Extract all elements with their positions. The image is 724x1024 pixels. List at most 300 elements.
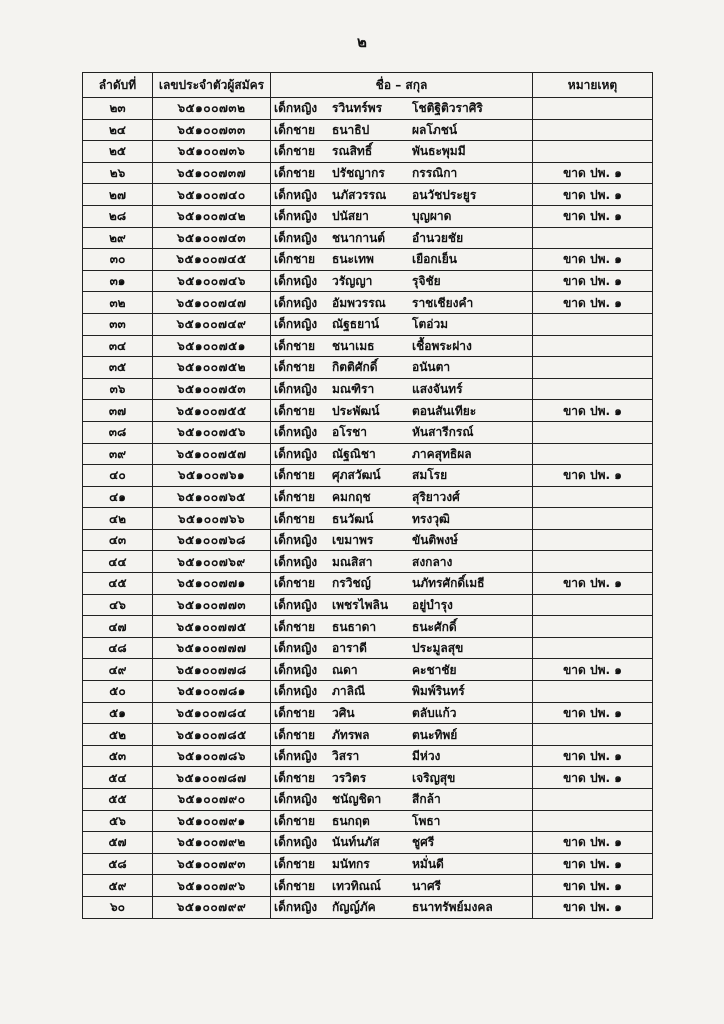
seq-cell: ๕๙ [83,875,153,897]
applicant-id-cell: ๖๕๑๐๐๗๓๗ [153,162,271,184]
name-prefix: เด็กชาย [274,166,316,181]
seq-cell: ๔๖ [83,594,153,616]
first-name: ภัทรพล [332,727,370,742]
table-row [83,659,653,681]
seq-cell: ๖๐ [83,896,153,918]
full-name-cell [271,724,533,746]
name-prefix: เด็กหญิง [274,662,318,677]
name-prefix: เด็กหญิง [274,792,318,807]
seq-cell: ๓๗ [83,400,153,422]
table-row [83,529,653,551]
full-name-cell [271,551,533,573]
last-name: เชื้อพระฝาง [412,338,472,353]
applicant-id-cell: ๖๕๑๐๐๗๕๕ [153,400,271,422]
seq-cell: ๓๓ [83,313,153,335]
full-name-cell [271,162,533,184]
table-row [83,227,653,249]
seq-cell: ๒๔ [83,119,153,141]
full-name-cell [271,400,533,422]
seq-cell: ๓๔ [83,335,153,357]
seq-cell: ๒๕ [83,141,153,163]
last-name: โตอ่วม [412,317,449,332]
first-name: วรัญญา [332,274,373,289]
applicant-id-cell: ๖๕๑๐๐๗๔๐ [153,184,271,206]
name-prefix: เด็กหญิง [274,187,318,202]
remark-cell: ขาด ปพ. ๑ [533,853,653,875]
applicant-table-body [83,98,653,919]
table-row [83,789,653,811]
applicant-id-cell: ๖๕๑๐๐๗๘๕ [153,724,271,746]
remark-cell [533,421,653,443]
table-row [83,313,653,335]
table-header-row [83,73,653,98]
name-prefix: เด็กหญิง [274,425,318,440]
applicant-id-cell: ๖๕๑๐๐๗๔๕ [153,249,271,271]
full-name-cell [271,465,533,487]
seq-cell: ๔๕ [83,573,153,595]
full-name-cell [271,119,533,141]
first-name: วิสรา [332,749,360,764]
first-name: ศุภสวัฒน์ [332,468,381,483]
full-name-cell [271,853,533,875]
last-name: กรรณิกา [412,166,458,181]
name-prefix: เด็กหญิง [274,900,318,915]
table-row [83,141,653,163]
last-name: ทรงวุฒิ [412,511,450,526]
full-name-cell [271,205,533,227]
seq-cell: ๓๑ [83,270,153,292]
remark-cell [533,616,653,638]
seq-cell: ๓๖ [83,378,153,400]
table-row [83,573,653,595]
full-name-cell [271,421,533,443]
last-name: สุริยาวงศ์ [412,489,460,504]
first-name: ธนธาดา [332,619,377,634]
full-name-cell [271,616,533,638]
applicant-id-cell: ๖๕๑๐๐๗๓๒ [153,98,271,120]
full-name-cell [271,443,533,465]
applicant-id-cell: ๖๕๑๐๐๗๘๑ [153,681,271,703]
remark-cell [533,227,653,249]
table-row [83,551,653,573]
seq-cell: ๕๘ [83,853,153,875]
table-row [83,400,653,422]
table-row [83,745,653,767]
remark-cell: ขาด ปพ. ๑ [533,702,653,724]
first-name: กัญญ์ภัค [332,900,376,915]
applicant-id-cell: ๖๕๑๐๐๗๔๓ [153,227,271,249]
remark-cell [533,335,653,357]
remark-cell [533,724,653,746]
seq-cell: ๓๕ [83,357,153,379]
name-prefix: เด็กหญิง [274,274,318,289]
remark-cell [533,810,653,832]
name-prefix: เด็กชาย [274,403,316,418]
remark-cell: ขาด ปพ. ๑ [533,465,653,487]
name-prefix: เด็กหญิง [274,317,318,332]
applicant-id-cell: ๖๕๑๐๐๗๓๖ [153,141,271,163]
table-row [83,98,653,120]
applicant-id-cell: ๖๕๑๐๐๗๕๗ [153,443,271,465]
seq-cell: ๒๖ [83,162,153,184]
first-name: ชนัญชิดา [332,792,382,807]
applicant-id-cell: ๖๕๑๐๐๗๗๑ [153,573,271,595]
seq-cell: ๒๓ [83,98,153,120]
full-name-cell [271,745,533,767]
applicant-id-cell: ๖๕๑๐๐๗๙๓ [153,853,271,875]
first-name: นันท์นภัส [332,835,380,850]
full-name-cell [271,270,533,292]
applicant-id-cell: ๖๕๑๐๐๗๙๐ [153,789,271,811]
last-name: ธนาทรัพย์มงคล [412,900,493,915]
name-prefix: เด็กชาย [274,857,316,872]
remark-cell [533,486,653,508]
remark-cell: ขาด ปพ. ๑ [533,659,653,681]
seq-cell: ๕๓ [83,745,153,767]
table-row [83,162,653,184]
last-name: เยือกเย็น [412,252,457,267]
first-name: ณดา [332,662,358,677]
first-name: ธนวัฒน์ [332,511,374,526]
remark-cell [533,594,653,616]
column-header-seq: ลำดับที่ [83,73,153,98]
remark-cell: ขาด ปพ. ๑ [533,767,653,789]
name-prefix: เด็กชาย [274,144,316,159]
remark-cell: ขาด ปพ. ๑ [533,832,653,854]
table-row [83,508,653,530]
remark-cell [533,98,653,120]
name-prefix: เด็กชาย [274,360,316,375]
table-row [83,594,653,616]
applicant-id-cell: ๖๕๑๐๐๗๖๖ [153,508,271,530]
applicant-id-cell: ๖๕๑๐๐๗๔๙ [153,313,271,335]
page-number: ๒ [357,33,367,51]
applicant-id-cell: ๖๕๑๐๐๗๘๖ [153,745,271,767]
remark-cell: ขาด ปพ. ๑ [533,249,653,271]
full-name-cell [271,227,533,249]
full-name-cell [271,896,533,918]
full-name-cell [271,378,533,400]
table-row [83,421,653,443]
last-name: ตลับแก้ว [412,705,457,720]
table-row [83,832,653,854]
remark-cell [533,141,653,163]
name-prefix: เด็กชาย [274,770,316,785]
remark-cell [533,551,653,573]
last-name: ชูศรี [412,835,435,850]
full-name-cell [271,637,533,659]
name-prefix: เด็กหญิง [274,554,318,569]
last-name: ราชเชียงคำ [412,295,474,310]
first-name: ประพัฒน์ [332,403,380,418]
remark-cell [533,681,653,703]
remark-cell: ขาด ปพ. ๑ [533,896,653,918]
table-row [83,378,653,400]
full-name-cell [271,357,533,379]
seq-cell: ๕๗ [83,832,153,854]
last-name: พิมพ์รินทร์ [412,684,465,699]
last-name: บุญผาด [412,209,452,224]
last-name: พันธะพุมมี [412,144,466,159]
name-prefix: เด็กหญิง [274,641,318,656]
first-name: กรวิชญ์ [332,576,371,591]
table-row [83,616,653,638]
full-name-cell [271,789,533,811]
seq-cell: ๒๗ [83,184,153,206]
last-name: สงกลาง [412,554,453,569]
last-name: นาศรี [412,878,442,893]
full-name-cell [271,573,533,595]
full-name-cell [271,98,533,120]
remark-cell [533,789,653,811]
table-row [83,875,653,897]
applicant-id-cell: ๖๕๑๐๐๗๙๑ [153,810,271,832]
applicant-id-cell: ๖๕๑๐๐๗๗๓ [153,594,271,616]
seq-cell: ๒๙ [83,227,153,249]
remark-cell: ขาด ปพ. ๑ [533,184,653,206]
full-name-cell [271,508,533,530]
first-name: อาราดี [332,641,367,656]
applicant-id-cell: ๖๕๑๐๐๗๗๗ [153,637,271,659]
first-name: มณฑิรา [332,382,375,397]
table-row [83,896,653,918]
applicant-id-cell: ๖๕๑๐๐๗๕๓ [153,378,271,400]
table-row [83,724,653,746]
first-name: ณัฐณิชา [332,446,376,461]
applicant-id-cell: ๖๕๑๐๐๗๖๘ [153,529,271,551]
table-row [83,119,653,141]
last-name: แสงจันทร์ [412,382,463,397]
full-name-cell [271,875,533,897]
name-prefix: เด็กชาย [274,576,316,591]
remark-cell: ขาด ปพ. ๑ [533,400,653,422]
table-row [83,853,653,875]
applicant-id-cell: ๖๕๑๐๐๗๕๒ [153,357,271,379]
last-name: อนันตา [412,360,451,375]
table-row [83,443,653,465]
seq-cell: ๕๑ [83,702,153,724]
remark-cell: ขาด ปพ. ๑ [533,745,653,767]
first-name: อัมพวรรณ [332,295,386,310]
last-name: ตอนสันเทียะ [412,403,477,418]
seq-cell: ๕๐ [83,681,153,703]
full-name-cell [271,659,533,681]
remark-cell [533,443,653,465]
full-name-cell [271,529,533,551]
seq-cell: ๔๘ [83,637,153,659]
last-name: ขันติพงษ์ [412,533,458,548]
applicant-id-cell: ๖๕๑๐๐๗๔๗ [153,292,271,314]
applicant-id-cell: ๖๕๑๐๐๗๔๖ [153,270,271,292]
remark-cell: ขาด ปพ. ๑ [533,270,653,292]
applicant-id-cell: ๖๕๑๐๐๗๘๔ [153,702,271,724]
first-name: มณสิสา [332,554,373,569]
seq-cell: ๕๒ [83,724,153,746]
remark-cell: ขาด ปพ. ๑ [533,875,653,897]
first-name: ภาลิณี [332,684,366,699]
first-name: ณัฐธยาน์ [332,317,380,332]
table-row [83,486,653,508]
first-name: คมกฤช [332,489,371,504]
remark-cell [533,119,653,141]
name-prefix: เด็กหญิง [274,101,318,116]
name-prefix: เด็กชาย [274,511,316,526]
table-row [83,810,653,832]
name-prefix: เด็กหญิง [274,533,318,548]
remark-cell [533,508,653,530]
column-header-remark: หมายเหตุ [533,73,653,98]
first-name: ธนกฤต [332,813,370,828]
applicant-id-cell: ๖๕๑๐๐๗๗๕ [153,616,271,638]
name-prefix: เด็กหญิง [274,684,318,699]
remark-cell: ขาด ปพ. ๑ [533,162,653,184]
name-prefix: เด็กหญิง [274,230,318,245]
seq-cell: ๓๘ [83,421,153,443]
seq-cell: ๓๒ [83,292,153,314]
full-name-cell [271,335,533,357]
full-name-cell [271,249,533,271]
table-row [83,637,653,659]
name-prefix: เด็กชาย [274,813,316,828]
last-name: หมั่นดี [412,857,444,872]
last-name: ภาคสุทธิผล [412,446,472,461]
last-name: สีกล้า [412,792,441,807]
table-row [83,184,653,206]
seq-cell: ๓๙ [83,443,153,465]
first-name: ชนากานต์ [332,230,386,245]
name-prefix: เด็กหญิง [274,597,318,612]
column-header-full-name: ชื่อ – สกุล [271,73,533,98]
first-name: รณสิทธิ์ [332,144,373,159]
full-name-cell [271,702,533,724]
remark-cell [533,357,653,379]
first-name: ปนัสยา [332,209,369,224]
full-name-cell [271,486,533,508]
full-name-cell [271,767,533,789]
applicant-id-cell: ๖๕๑๐๐๗๙๙ [153,896,271,918]
column-header-applicant-id: เลขประจำตัวผู้สมัคร [153,73,271,98]
name-prefix: เด็กหญิง [274,382,318,397]
seq-cell: ๔๑ [83,486,153,508]
applicant-id-cell: ๖๕๑๐๐๗๖๑ [153,465,271,487]
remark-cell: ขาด ปพ. ๑ [533,205,653,227]
first-name: วรวิตร [332,770,367,785]
first-name: ปรัชญากร [332,166,385,181]
table-row [83,270,653,292]
seq-cell: ๕๔ [83,767,153,789]
table-row [83,681,653,703]
seq-cell: ๒๘ [83,205,153,227]
table-row [83,465,653,487]
last-name: นภัทรศักดิ์เมธี [412,576,485,591]
remark-cell: ขาด ปพ. ๑ [533,573,653,595]
name-prefix: เด็กชาย [274,878,316,893]
first-name: เขมาพร [332,533,374,548]
full-name-cell [271,832,533,854]
seq-cell: ๔๙ [83,659,153,681]
first-name: ธนะเทพ [332,252,374,267]
first-name: ธนาธิป [332,122,370,137]
applicant-id-cell: ๖๕๑๐๐๗๙๒ [153,832,271,854]
applicant-id-cell: ๖๕๑๐๐๗๔๒ [153,205,271,227]
full-name-cell [271,184,533,206]
last-name: ตนะทิพย์ [412,727,458,742]
full-name-cell [271,681,533,703]
first-name: นภัสวรรณ [332,187,387,202]
remark-cell [533,637,653,659]
seq-cell: ๕๕ [83,789,153,811]
last-name: มีห่วง [412,749,441,764]
name-prefix: เด็กชาย [274,252,316,267]
last-name: หันสารีกรณ์ [412,425,474,440]
applicant-id-cell: ๖๕๑๐๐๗๖๕ [153,486,271,508]
name-prefix: เด็กชาย [274,468,316,483]
last-name: คะชาชัย [412,662,457,677]
last-name: สมโรย [412,468,448,483]
applicant-id-cell: ๖๕๑๐๐๗๗๘ [153,659,271,681]
first-name: เทวทิณณ์ [332,878,381,893]
name-prefix: เด็กชาย [274,338,316,353]
applicant-id-cell: ๖๕๑๐๐๗๘๗ [153,767,271,789]
applicant-table [82,72,653,919]
applicant-id-cell: ๖๕๑๐๐๗๙๖ [153,875,271,897]
applicant-id-cell: ๖๕๑๐๐๗๕๑ [153,335,271,357]
name-prefix: เด็กหญิง [274,835,318,850]
name-prefix: เด็กชาย [274,122,316,137]
name-prefix: เด็กชาย [274,489,316,504]
first-name: อโรชา [332,425,367,440]
full-name-cell [271,810,533,832]
name-prefix: เด็กหญิง [274,209,318,224]
last-name: รุจิชัย [412,274,441,289]
first-name: วศิน [332,705,355,720]
table-row [83,205,653,227]
name-prefix: เด็กหญิง [274,446,318,461]
remark-cell [533,529,653,551]
name-prefix: เด็กชาย [274,727,316,742]
first-name: มนัทกร [332,857,370,872]
last-name: เจริญสุข [412,770,456,785]
remark-cell [533,378,653,400]
table-row [83,249,653,271]
full-name-cell [271,292,533,314]
seq-cell: ๓๐ [83,249,153,271]
first-name: เพชรไพลิน [332,597,389,612]
remark-cell: ขาด ปพ. ๑ [533,292,653,314]
first-name: รวินทร์พร [332,101,383,116]
table-row [83,292,653,314]
last-name: ผลโภชน์ [412,122,458,137]
first-name: ชนาเมธ [332,338,375,353]
last-name: ธนะศักดิ์ [412,619,457,634]
applicant-id-cell: ๖๕๑๐๐๗๓๓ [153,119,271,141]
full-name-cell [271,313,533,335]
table-row [83,702,653,724]
remark-cell [533,313,653,335]
seq-cell: ๕๖ [83,810,153,832]
applicant-id-cell: ๖๕๑๐๐๗๕๖ [153,421,271,443]
table-row [83,357,653,379]
name-prefix: เด็กหญิง [274,295,318,310]
table-row [83,767,653,789]
last-name: อำนวยชัย [412,230,464,245]
name-prefix: เด็กชาย [274,619,316,634]
seq-cell: ๔๔ [83,551,153,573]
seq-cell: ๔๓ [83,529,153,551]
last-name: โพธา [412,813,441,828]
first-name: กิตติศักดิ์ [332,360,378,375]
last-name: อยู่บำรุง [412,597,453,612]
